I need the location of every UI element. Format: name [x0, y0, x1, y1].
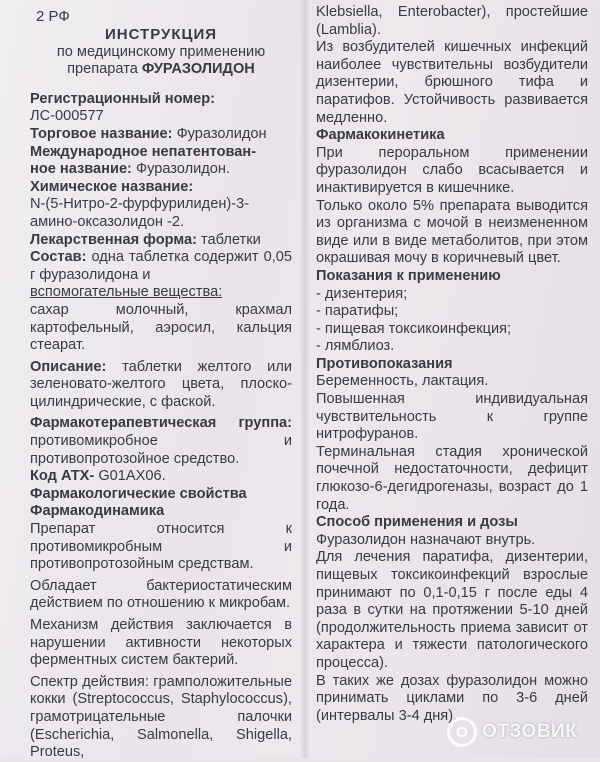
otzovik-logo-icon: О	[447, 717, 477, 747]
pharmacodynamics-p4: Спектр действия: грамположительные кокки (Streptococcus, Staphylococcus), грамотрицательные палочки (Escherichia, Salmonella, Shigella, Proteus,	[30, 673, 292, 761]
contraindications-p2: Повышенная индивидуальная чувствительность к группе нитрофуранов.	[316, 391, 588, 443]
sensitivity-paragraph: Из возбудителей кишечных инфекций наиболее чувствительны возбудители дизентерии, брюшного тифа и паратифов. Устойчивость развивается медленно.	[316, 39, 588, 126]
left-column	[30, 0, 292, 762]
excipients-value: сахар молочный, крахмал картофельный, аэросил, кальция стеарат.	[30, 301, 292, 354]
otzovik-watermark	[447, 714, 597, 750]
spectrum-continued: Klebsiella, Enterobacter), простейшие (Lamblia).	[316, 4, 588, 38]
dosage-p3: В таких же дозах фуразолидон можно принимать циклами по 3-6 дней (интервалы 3-4 дня).	[316, 672, 588, 724]
paper-fold	[300, 0, 310, 758]
document-subtitle-1: по медицинскому применению	[56, 43, 266, 60]
indication-item: - лямблиоз.	[316, 338, 395, 355]
inn-label-1: Международное непатентован-	[30, 143, 257, 160]
indication-item: - паратифы;	[316, 303, 399, 320]
indication-item: - пищевая токсикоинфекция;	[316, 320, 512, 337]
trade-name: Торговое название: Фуразолидон	[30, 125, 267, 142]
composition: Состав: одна таблетка содержит 0,05 г фуразолидона и	[30, 249, 292, 283]
contraindications-heading: Противопоказания	[316, 355, 453, 372]
excipients-label: вспомогательные вещества:	[30, 284, 223, 301]
dosage-heading: Способ применения и дозы	[316, 514, 518, 531]
contraindications-p1: Беременность, лактация.	[316, 373, 489, 390]
pharmacotherapeutic-group: Фармакотерапевтическая группа: противомикробное и противопротозойное средство.	[30, 415, 292, 467]
reg-number-label: Регистрационный номер:	[30, 90, 216, 107]
pharmacodynamics-p3: Механизм действия заключается в нарушении активности некоторых ферментных систем бактерий.	[30, 617, 292, 669]
atc-code: Код АТХ- G01AX06.	[30, 468, 166, 485]
chemical-name-value: N-(5-Нитро-2-фурфурилиден)-3-амино-оксазолидон -2.	[30, 196, 250, 230]
reg-number-value: ЛС-000577	[30, 108, 104, 125]
right-column	[316, 0, 588, 725]
chemical-name-label: Химическое название:	[30, 178, 194, 195]
pharmacological-properties-heading: Фармакологические свойства	[30, 485, 247, 502]
contraindications-p3: Терминальная стадия хронической почечной недостаточности, дефицит глюкозо-6-дегидрогеназы, возраст до 1 года.	[316, 443, 588, 513]
dosage-form: Лекарственная форма: таблетки	[30, 231, 261, 248]
inn-name: ное название: Фуразолидон.	[30, 161, 231, 178]
otzovik-logo-text: ОТЗОВИК	[482, 721, 578, 742]
indication-item: - дизентерия;	[316, 285, 408, 302]
page-number: 2 РФ	[36, 8, 70, 25]
indications-heading: Показания к применению	[316, 267, 501, 284]
drug-name: ФУРАЗОЛИДОН	[141, 61, 255, 78]
pharmacokinetics-heading: Фармакокинетика	[316, 127, 445, 144]
pharmacokinetics-p2: Только около 5% препарата выводится из организма с мочой в неизмененном виде или в виде метаболитов, при этом окрашивая мочу в коричневый цвет.	[316, 197, 588, 267]
document-subtitle-2: препарата ФУРАЗОЛИДОН	[67, 61, 255, 78]
pharmacodynamics-p1: Препарат относится к противомикробным и противопротозойным средствам.	[30, 521, 292, 573]
pharmacodynamics-p2: Обладает бактериостатическим действием по отношению к микробам.	[30, 577, 292, 612]
document-title: ИНСТРУКЦИЯ	[104, 26, 218, 43]
pharmacodynamics-heading: Фармакодинамика	[30, 503, 165, 520]
dosage-p1: Фуразолидон назначают внутрь.	[316, 531, 536, 548]
pharmacokinetics-p1: При пероральном применении фуразолидон слабо всасывается и инактивируется в кишечнике.	[316, 144, 588, 196]
dosage-p2: Для лечения паратифа, дизентерии, пищевых токсикоинфекций взрослые принимают по 0,1-0,15 г после еды 4 раза в сутки на протяжении 5-10 дней (продолжительность приема зависит от характера и тяжести патологического процесса).	[316, 549, 588, 671]
description: Описание: таблетки желтого или зеленовато-желтого цвета, плоско-цилиндрические, с фаской.	[30, 358, 292, 410]
